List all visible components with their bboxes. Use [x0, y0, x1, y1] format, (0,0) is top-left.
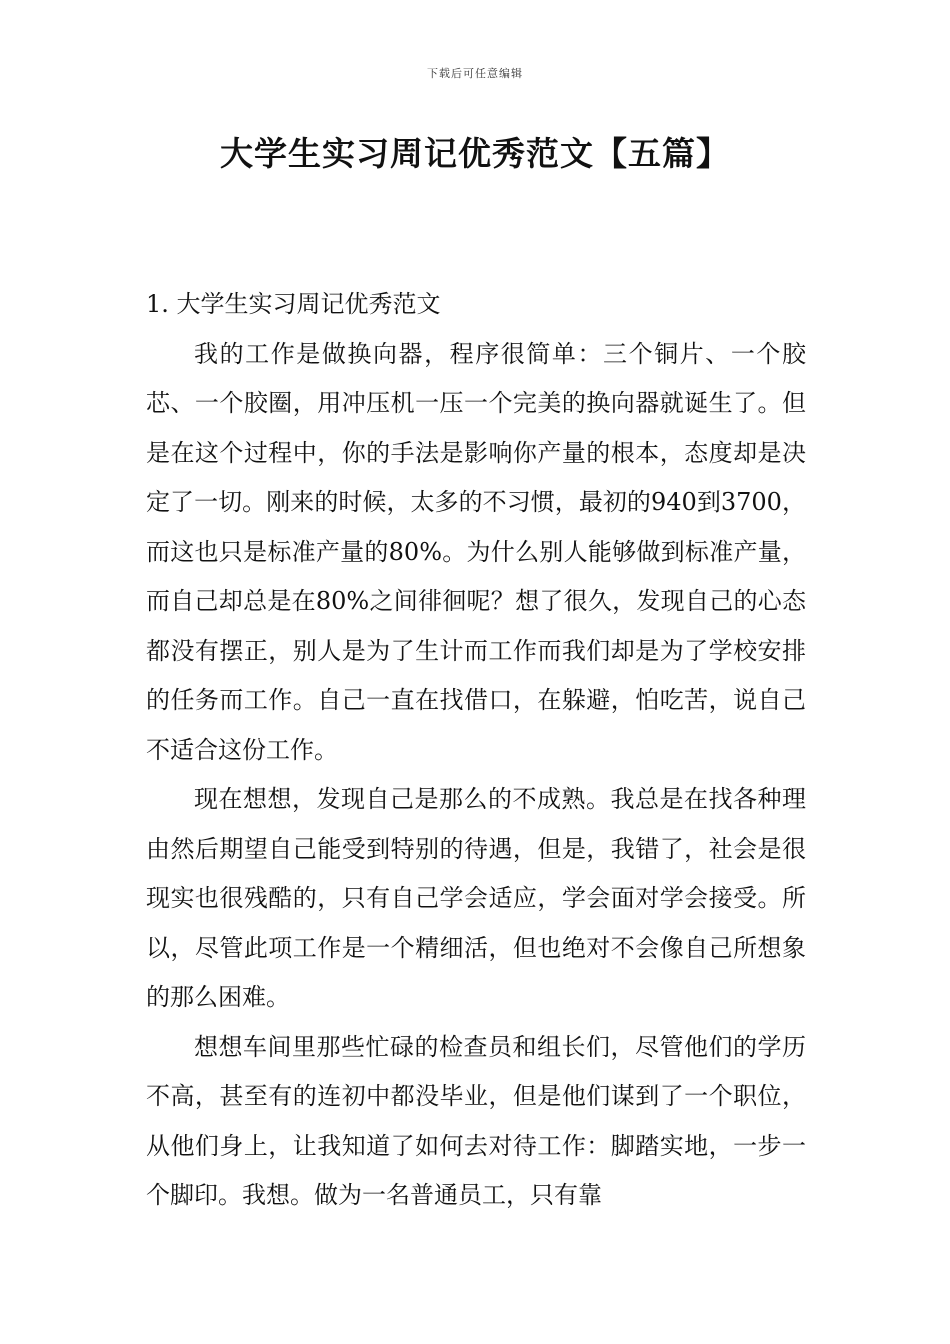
paragraph: 我的工作是做换向器，程序很简单：三个铜片、一个胶芯、一个胶圈，用冲压机一压一个完美的换向器就诞生了。但是在这个过程中，你的手法是影响你产量的根本，态度却是决定了一切。刚来的时候，太多的不习惯，最初的940到3700，而这也只是标准产量的80%。为什么别人能够做到标准产量，而自己却总是在80%之间徘徊呢？想了很久，发现自己的心态都没有摆正，别人是为了生计而工作而我们却是为了学校安排的任务而工作。自己一直在找借口，在躲避，怕吃苦，说自己不适合这份工作。 [146, 339, 806, 764]
paragraph: 现在想想，发现自己是那么的不成熟。我总是在找各种理由然后期望自己能受到特别的待遇，但是，我错了，社会是很现实也很残酷的，只有自己学会适应，学会面对学会接受。所以，尽管此项工作是一个精细活，但也绝对不会像自己所想象的那么困难。 [146, 785, 806, 1011]
page-header-note: 下载后可任意编辑 [427, 67, 523, 80]
document-body [146, 280, 806, 1221]
section-heading: 1. 大学生实习周记优秀范文 [146, 290, 441, 318]
document-title: 大学生实习周记优秀范文【五篇】 [220, 134, 730, 173]
paragraph: 想想车间里那些忙碌的检查员和组长们，尽管他们的学历不高，甚至有的连初中都没毕业，但是他们谋到了一个职位，从他们身上，让我知道了如何去对待工作：脚踏实地，一步一个脚印。我想。做为一名普通员工，只有靠 [146, 1032, 806, 1209]
